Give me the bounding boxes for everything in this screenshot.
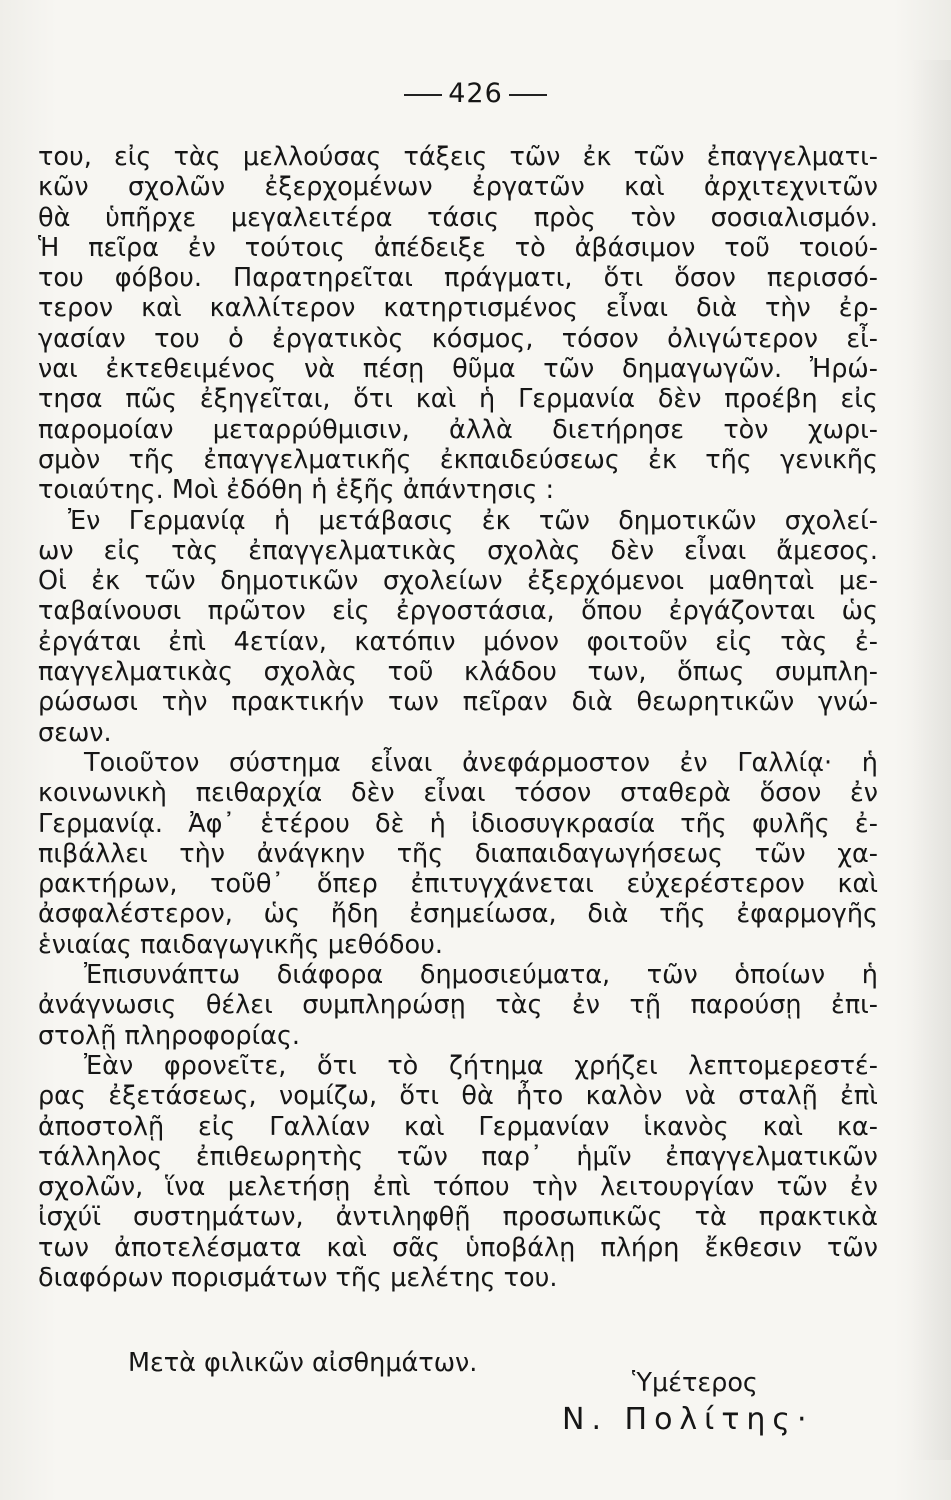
closing-salutation: Μετὰ φιλικῶν αἰσθημάτων. [128, 1348, 478, 1378]
text-line: τάλληλος ἐπιθεωρητὴς τῶν παρ᾽ ἡμῖν ἐπαγγελματικῶν [38, 1141, 878, 1172]
text-line: στολῇ πληροφορίας. [38, 1020, 301, 1051]
text-line: ἀσφαλέστερον, ὡς ἤδη ἐσημείωσα, διὰ τῆς ἐφαρμογῆς [38, 899, 878, 930]
text-line: τoυ, εἰς τὰς μελλούσας τάξεις τῶν ἐκ τῶν ἐπαγγελματι- [38, 142, 878, 172]
text-line: ναι ἐκτεθειμένος νὰ πέσῃ θῦμα τῶν δημαγωγῶν. Ἠρώ- [38, 354, 878, 385]
text-line: θὰ ὑπῆρχε μεγαλειτέρα τάσις πρὸς τὸν σοσιαλισμόν. [38, 202, 878, 233]
text-line: γασίαν του ὁ ἐργατικὸς κόσμος, τόσον ὀλιγώτερον εἶ- [38, 323, 878, 354]
text-line: παγγελματικὰς σχολὰς τοῦ κλάδου των, ὅπως συμπλη- [38, 657, 878, 688]
text-line: Ἐν Γερμανίᾳ ἡ μετάβασις ἐκ τῶν δημοτικῶν σχολεί- [68, 505, 878, 536]
text-line: πιβάλλει τὴν ἀνάγκην τῆς διαπαιδαγωγήσεως τῶν χα- [38, 838, 878, 869]
text-line: σχολῶν, ἵνα μελετήσῃ ἐπὶ τόπου τὴν λειτουργίαν τῶν ἐν [38, 1172, 878, 1203]
text-line: παρομοίαν μεταρρύθμισιν, ἀλλὰ διετήρησε τὸν χωρι- [38, 414, 878, 445]
text-line: ἐργάται ἐπὶ 4ετίαν, κατόπιν μόνον φοιτοῦν εἰς τὰς ἐ- [38, 626, 878, 657]
text-line: διαφόρων πορισμάτων τῆς μελέτης του. [38, 1262, 558, 1293]
text-line: Οἱ ἐκ τῶν δημοτικῶν σχολείων ἐξερχόμενοι μαθηταὶ με- [38, 566, 878, 597]
text-line: τοιαύτης. Μοὶ ἐδόθη ἡ ἑξῆς ἀπάντησις : [38, 475, 555, 506]
text-line: σεων. [38, 717, 112, 748]
text-line: ἀνάγνωσις θέλει συμπληρώσῃ τὰς ἐν τῇ παρούσῃ ἐπι- [38, 990, 878, 1021]
text-line: ων εἰς τὰς ἐπαγγελματικὰς σχολὰς δὲν εἶναι ἄμεσος. [38, 535, 878, 566]
text-line: ρώσωσι τὴν πρακτικήν των πεῖραν διὰ θεωρητικῶν γνώ- [38, 687, 878, 718]
text-line: κοινωνικὴ πειθαρχία δὲν εἶναι τόσον σταθερὰ ὅσον ἐν [38, 778, 878, 809]
text-line: ἰσχύϊ συστημάτων, ἀντιληφθῇ προσωπικῶς τὰ πρακτικὰ [38, 1202, 878, 1233]
header-dash-right [509, 94, 547, 96]
text-line: σμὸν τῆς ἐπαγγελματικῆς ἐκπαιδεύσεως ἐκ τῆς γενικῆς [38, 444, 878, 475]
text-line: Τοιοῦτον σύστημα εἶναι ἀνεφάρμοστον ἐν Γαλλίᾳ· ἡ [84, 747, 878, 778]
text-line: του φόβου. Παρατηρεῖται πράγματι, ὅτι ὅσον περισσό- [38, 263, 878, 294]
text-line: Ἡ πεῖρα ἐν τούτοις ἀπέδειξε τὸ ἀβάσιμον τοῦ τοιού- [38, 232, 878, 263]
text-line: των ἀποτελέσματα καὶ σᾶς ὑποβάλῃ πλήρη ἔκθεσιν τῶν [38, 1232, 878, 1263]
body-text [38, 142, 878, 1293]
header-dash-left [404, 94, 442, 96]
text-line: Ἐπισυνάπτω διάφορα δημοσιεύματα, τῶν ὁποίων ἡ [84, 960, 878, 991]
page-edge-shadow [911, 60, 951, 1460]
text-line: τερον καὶ καλλίτερον κατηρτισμένος εἶναι διὰ τὴν ἐρ- [38, 293, 878, 324]
page-header [0, 78, 951, 109]
text-line: τησα πῶς ἐξηγεῖται, ὅτι καὶ ἡ Γερμανία δὲν προέβη εἰς [38, 384, 878, 415]
text-line: ἀποστολῇ εἰς Γαλλίαν καὶ Γερμανίαν ἱκανὸς καὶ κα- [38, 1111, 878, 1142]
signature-name: Ν. Πολίτης· [562, 1402, 814, 1437]
text-line: ρας ἐξετάσεως, νομίζω, ὅτι θὰ ἦτο καλὸν νὰ σταλῇ ἐπὶ [38, 1081, 878, 1112]
text-line: Γερμανίᾳ. Ἀφ᾽ ἑτέρου δὲ ἡ ἰδιοσυγκρασία τῆς φυλῆς ἐ- [38, 808, 878, 839]
text-line: Ἐὰν φρονεῖτε, ὅτι τὸ ζήτημα χρήζει λεπτομερεστέ- [84, 1050, 878, 1081]
text-line: κῶν σχολῶν ἐξερχομένων ἐργατῶν καὶ ἀρχιτεχνιτῶν [38, 172, 878, 203]
page-number: 426 [448, 78, 503, 109]
text-line: ταβαίνουσι πρῶτον εἰς ἐργοστάσια, ὅπου ἐργάζονται ὡς [38, 596, 878, 627]
signature-line-1: Ὑμέτερος [632, 1368, 758, 1398]
text-line: ρακτήρων, τοῦθ᾽ ὅπερ ἐπιτυγχάνεται εὐχερέστερον καὶ [38, 869, 878, 900]
text-line: ἑνιαίας παιδαγωγικῆς μεθόδου. [38, 929, 443, 960]
